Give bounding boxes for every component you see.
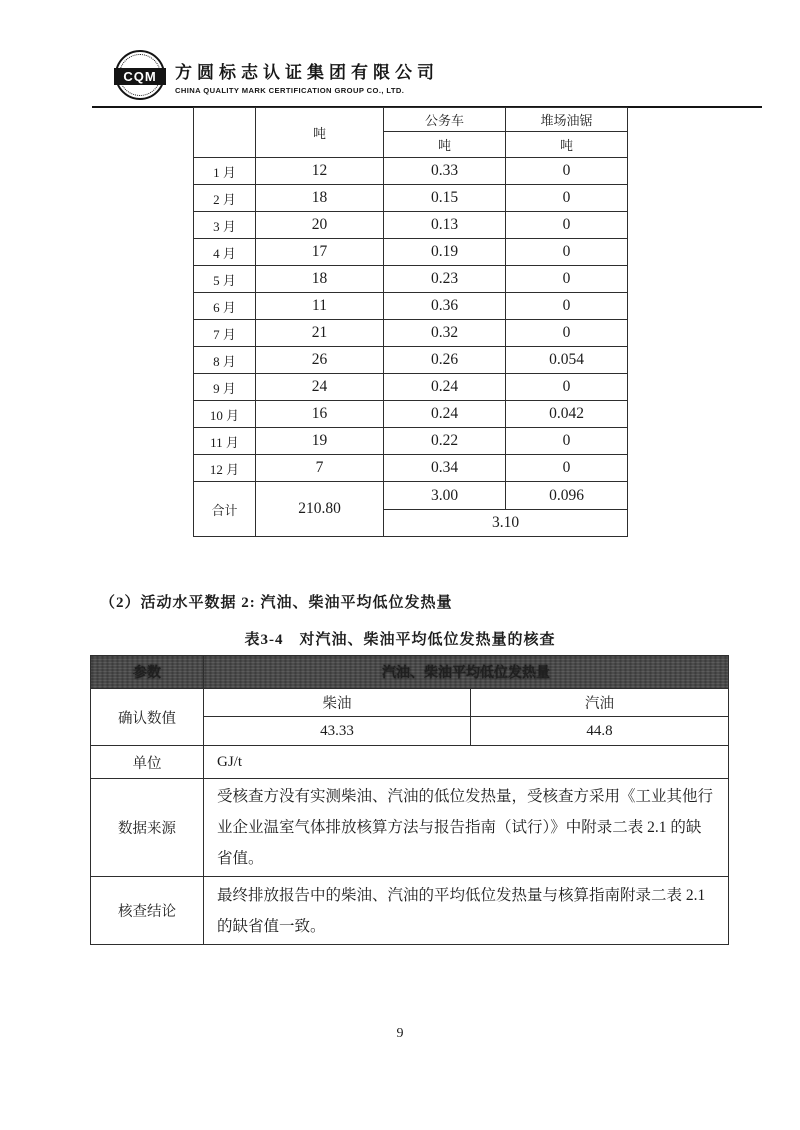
table2-header-row: [91, 656, 729, 689]
tons-value: 7: [256, 455, 384, 482]
tons-value: 26: [256, 347, 384, 374]
tons-value: 17: [256, 239, 384, 266]
cqm-seal-text: CQM: [114, 68, 166, 85]
table-row: [194, 158, 628, 185]
total-combined: 3.10: [384, 510, 628, 537]
table-row: [194, 293, 628, 320]
saw-value: 0: [506, 185, 628, 212]
saw-value: 0: [506, 239, 628, 266]
saw-value: 0: [506, 158, 628, 185]
saw-value: 0: [506, 374, 628, 401]
tons-value: 11: [256, 293, 384, 320]
car-value: 0.33: [384, 158, 506, 185]
unit-label: 单位: [91, 746, 204, 779]
table-row: [194, 239, 628, 266]
month-label: 7 月: [194, 320, 256, 347]
month-label: 8 月: [194, 347, 256, 374]
table1-corner-cell: [194, 108, 256, 158]
company-logo: [115, 50, 439, 100]
conclusion-row: [91, 877, 729, 945]
saw-value: 0: [506, 320, 628, 347]
car-value: 0.22: [384, 428, 506, 455]
unit-row: [91, 746, 729, 779]
cqm-seal-icon: [115, 50, 165, 100]
company-name-zh: 方圆标志认证集团有限公司: [175, 63, 439, 82]
saw-value: 0.054: [506, 347, 628, 374]
saw-value: 0.042: [506, 401, 628, 428]
month-label: 5 月: [194, 266, 256, 293]
tons-value: 24: [256, 374, 384, 401]
company-name-en: CHINA QUALITY MARK CERTIFICATION GROUP CO., LTD.: [175, 86, 405, 95]
confirmed-label: 确认数值: [91, 689, 204, 746]
tons-value: 21: [256, 320, 384, 347]
total-label: 合计: [194, 482, 256, 537]
table1-col4-title: 堆场油锯: [506, 108, 628, 132]
confirmed-fuel-row: [91, 689, 729, 717]
tons-value: 18: [256, 185, 384, 212]
diesel-value: 43.33: [204, 717, 471, 746]
car-value: 0.26: [384, 347, 506, 374]
month-label: 12 月: [194, 455, 256, 482]
month-label: 6 月: [194, 293, 256, 320]
car-value: 0.19: [384, 239, 506, 266]
param-header: 参数: [91, 656, 204, 689]
page-number: 9: [396, 1026, 404, 1041]
conclusion-label: 核查结论: [91, 877, 204, 945]
tons-value: 18: [256, 266, 384, 293]
tons-value: 16: [256, 401, 384, 428]
saw-value: 0: [506, 428, 628, 455]
heating-value-verification-table: [90, 655, 729, 945]
tons-value: 20: [256, 212, 384, 239]
month-label: 9 月: [194, 374, 256, 401]
table-row: [194, 401, 628, 428]
source-text: 受核查方没有实测柴油、汽油的低位发热量，受核查方采用《工业其他行业企业温室气体排放核算方法与报告指南（试行）》中附录二表 2.1 的缺省值。: [204, 779, 729, 877]
month-label: 4 月: [194, 239, 256, 266]
table1-col4-unit: 吨: [506, 132, 628, 158]
month-label: 10 月: [194, 401, 256, 428]
month-label: 2 月: [194, 185, 256, 212]
car-value: 0.36: [384, 293, 506, 320]
table-row: [194, 266, 628, 293]
total-car: 3.00: [384, 482, 506, 510]
car-value: 0.23: [384, 266, 506, 293]
car-value: 0.24: [384, 374, 506, 401]
car-value: 0.24: [384, 401, 506, 428]
gasoline-value: 44.8: [471, 717, 729, 746]
month-label: 1 月: [194, 158, 256, 185]
table-row: [194, 347, 628, 374]
table1-col2-unit: 吨: [256, 108, 384, 158]
total-saw: 0.096: [506, 482, 628, 510]
source-label: 数据来源: [91, 779, 204, 877]
car-value: 0.32: [384, 320, 506, 347]
company-name-block: [175, 50, 439, 95]
table-row: [194, 212, 628, 239]
saw-value: 0: [506, 293, 628, 320]
tons-value: 12: [256, 158, 384, 185]
table1-col3-unit: 吨: [384, 132, 506, 158]
table-row: [194, 428, 628, 455]
car-value: 0.13: [384, 212, 506, 239]
saw-value: 0: [506, 212, 628, 239]
table-row: [194, 320, 628, 347]
table-row: [194, 185, 628, 212]
saw-value: 0: [506, 455, 628, 482]
gasoline-label: 汽油: [471, 689, 729, 717]
month-label: 3 月: [194, 212, 256, 239]
total-tons: 210.80: [256, 482, 384, 537]
monthly-consumption-table: [193, 107, 628, 537]
table-row: [194, 455, 628, 482]
table-3-4-title: 表3-4 对汽油、柴油平均低位发热量的核查: [244, 632, 556, 648]
tons-value: 19: [256, 428, 384, 455]
table-row: [194, 374, 628, 401]
data-source-row: [91, 779, 729, 877]
table1-col3-title: 公务车: [384, 108, 506, 132]
total-row: [194, 482, 628, 510]
unit-value: GJ/t: [204, 746, 729, 779]
month-label: 11 月: [194, 428, 256, 455]
param-value-header: 汽油、柴油平均低位发热量: [204, 656, 729, 689]
car-value: 0.34: [384, 455, 506, 482]
saw-value: 0: [506, 266, 628, 293]
car-value: 0.15: [384, 185, 506, 212]
conclusion-text: 最终排放报告中的柴油、汽油的平均低位发热量与核算指南附录二表 2.1 的缺省值一致。: [204, 877, 729, 945]
section-heading: （2）活动水平数据 2: 汽油、柴油平均低位发热量: [100, 595, 453, 611]
diesel-label: 柴油: [204, 689, 471, 717]
